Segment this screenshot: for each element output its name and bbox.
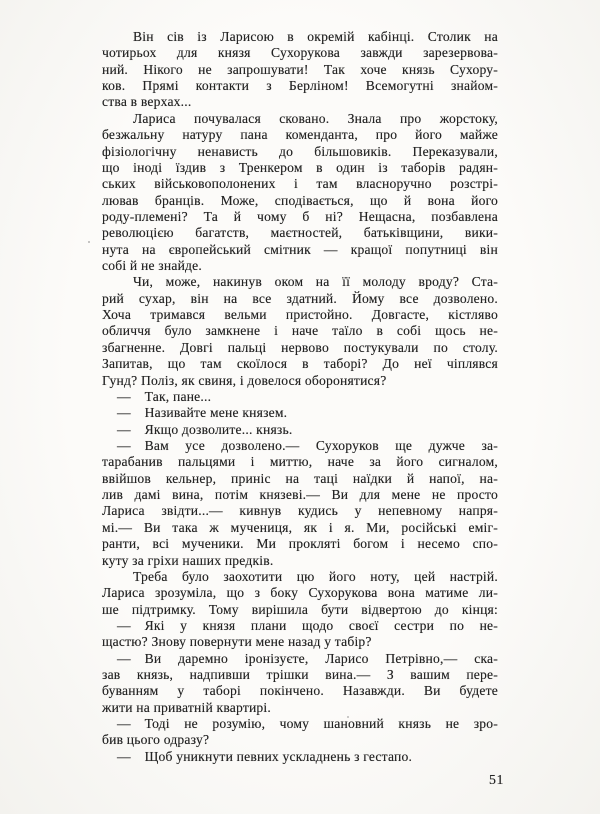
scan-speck — [347, 716, 349, 718]
scan-speck — [88, 241, 90, 243]
text-line: ства в верхах... — [102, 94, 192, 110]
text-line: ських військовополонених і там власноручно розстрі- — [102, 176, 498, 192]
text-line: — Так, пане... — [117, 388, 212, 404]
text-line: лював бранців. Може, сподівається, що й вона його — [102, 192, 498, 208]
text-line: — Які у князя плани щодо своєї сестри по не- — [117, 617, 498, 633]
text-line: — Вам усе дозволено.— Сухоруков ще дужче за- — [117, 437, 498, 453]
text-line: — Називайте мене князем. — [117, 405, 288, 421]
text-line: Треба було заохотити цю його ноту, цей настрій. — [133, 568, 498, 584]
text-line: лив дамі вина, потім князеві.— Ви для мене не просто — [102, 487, 498, 503]
text-line: Запитав, що там скоїлося в таборі? До неї чіплявся — [102, 356, 498, 372]
text-line: Хоча тримався вельми пристойно. Довгасте, кістляво — [102, 307, 498, 323]
text-line: фізіологічну ненависть до більшовиків. Переказували, — [102, 143, 498, 159]
text-line: чотирьох для князя Сухорукова завжди зарезервова- — [102, 45, 498, 61]
text-line: рий сухар, він на все здатний. Йому все дозволено. — [102, 290, 498, 306]
text-line: ний. Нікого не запрошувати! Так хоче князь Сухору- — [102, 61, 498, 77]
text-line: Він сів із Ларисою в окремій кабінці. Столик на — [133, 29, 498, 44]
page-number: 51 — [489, 772, 504, 787]
text-line: Гунд? Поліз, як свиня, і довелося оборонятися? — [102, 372, 387, 388]
text-line: куту за гріхи наших предків. — [102, 552, 274, 568]
text-line: нута на європейський смітник — кращої попутниці він — [102, 241, 498, 257]
text-line: — Тоді не розумію, чому шановний князь не зро- — [117, 716, 498, 732]
text-line: мі.— Ви така ж мучениця, як і я. Ми, російські еміг- — [102, 519, 498, 535]
text-line: тарабанив пальцями і миттю, наче за його сигналом, — [102, 454, 498, 470]
text-line: революцією багатств, маєтностей, батьківщини, вики- — [102, 225, 498, 241]
page-text — [102, 29, 498, 765]
text-line: зав князь, надпивши трішки вина.— З вашим пере- — [102, 667, 498, 683]
text-line: Лариса почувалася сковано. Знала про жорстоку, — [133, 110, 498, 126]
text-line: роду-племені? Та й чому б ні? Нещасна, позбавлена — [102, 208, 498, 224]
text-line: що іноді їздив з Тренкером в один із таборів радян- — [102, 159, 498, 175]
text-line: — Ви даремно іронізуєте, Ларисо Петрівно,— ска- — [117, 650, 498, 666]
text-line: обличчя було замкнене і наче таїло в собі щось не- — [102, 323, 498, 339]
text-line: Лариса звідти...— кивнув кудись у непевному напря- — [102, 503, 498, 519]
text-line: бив цього одразу? — [102, 732, 210, 748]
text-line: ше підтримку. Тому вирішила бути відвертою до кінця: — [102, 601, 498, 617]
text-line: собі й не знайде. — [102, 258, 203, 274]
text-line: щастю? Знову повернути мене назад у табір? — [102, 634, 372, 650]
text-line: ввійшов кельнер, приніс на таці наїдки й напої, на- — [102, 470, 498, 486]
text-line: ранти, всі мученики. Ми прокляті богом і несемо спо- — [102, 536, 498, 552]
text-line: безжальну натуру пана коменданта, про його майже — [102, 127, 498, 143]
text-line: — Якщо дозволите... князь. — [117, 421, 293, 437]
text-line: буванням у таборі покінчено. Назавжди. Ви будете — [102, 683, 498, 699]
text-line: жити на приватній квартирі. — [102, 699, 272, 715]
text-line: — Щоб уникнути певних ускладнень з гестапо. — [117, 748, 413, 764]
text-line: Лариса зрозуміла, що з боку Сухорукова вона матиме ли- — [102, 585, 498, 601]
text-line: збагненне. Довгі пальці нервово постукували по столу. — [102, 339, 498, 355]
text-line: ков. Прямі контакти з Берліном! Всемогутні знайом- — [102, 78, 498, 94]
text-line: Чи, може, накинув оком на її молоду вроду? Ста- — [133, 274, 498, 290]
